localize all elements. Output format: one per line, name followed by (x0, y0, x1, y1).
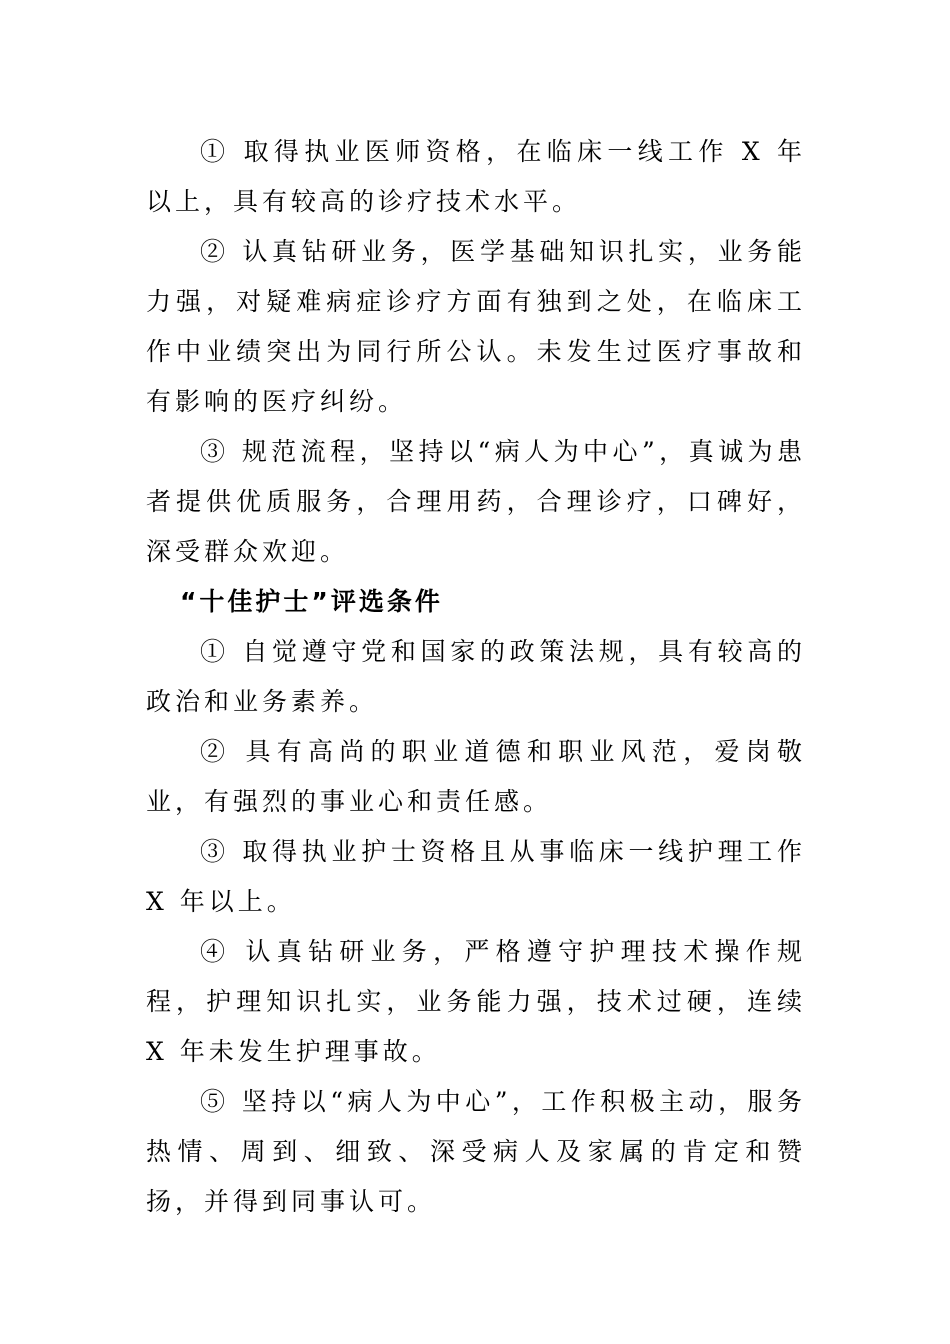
doctor-criterion-3: ③ 规范流程，坚持以“病人为中心”，真诚为患者提供优质服务，合理用药，合理诊疗，口碑好，深受群众欢迎。 (146, 437, 806, 566)
nurse-criterion-4: ④ 认真钻研业务，严格遵守护理技术操作规程，护理知识扎实，业务能力强，技术过硬，连续 X 年未发生护理事故。 (146, 937, 806, 1066)
document-body (146, 127, 806, 1227)
nurse-criterion-1: ① 自觉遵守党和国家的政策法规，具有较高的政治和业务素养。 (146, 637, 806, 716)
doctor-criterion-1: ① 取得执业医师资格，在临床一线工作 X 年以上，具有较高的诊疗技术水平。 (146, 137, 806, 216)
nurse-criterion-5: ⑤ 坚持以“病人为中心”，工作积极主动，服务热情、周到、细致、深受病人及家属的肯定和赞扬，并得到同事认可。 (146, 1087, 806, 1216)
nurse-criterion-3: ③ 取得执业护士资格且从事临床一线护理工作 X 年以上。 (146, 837, 806, 916)
nurse-criterion-2: ② 具有高尚的职业道德和职业风范，爱岗敬业，有强烈的事业心和责任感。 (146, 737, 806, 816)
nurse-section-title: “十佳护士”评选条件 (180, 587, 443, 616)
doctor-criterion-2: ② 认真钻研业务，医学基础知识扎实，业务能力强，对疑难病症诊疗方面有独到之处，在临床工作中业绩突出为同行所公认。未发生过医疗事故和有影响的医疗纠纷。 (146, 237, 806, 416)
